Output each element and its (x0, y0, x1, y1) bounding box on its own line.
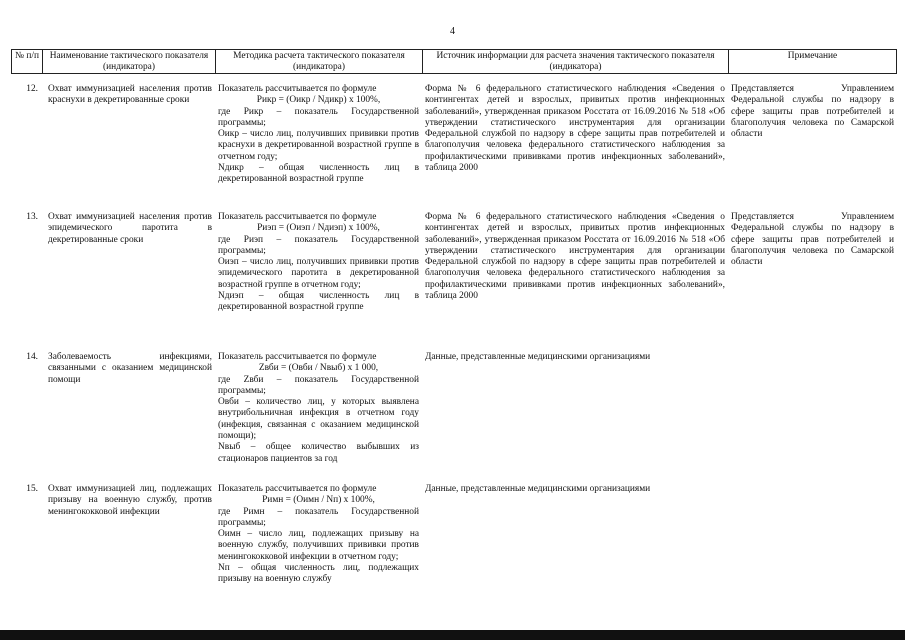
formula: Zвби = (Oвби / Nвыб) x 1 000, (258, 363, 379, 374)
header-name: Наименование тактического показателя (индикатора) (42, 49, 215, 74)
method-line: Nвыб – общее количество выбывших из стационаров пациентов за год (218, 442, 419, 464)
method-line: Nдикр – общая численность лиц в декретированной возрастной группе (218, 163, 419, 185)
indicator-name: Охват иммунизацией населения против краснухи в декретированные сроки (48, 84, 212, 106)
method-line: где Pиэп – показатель Государственной программы; (218, 234, 419, 256)
note: Представляется Управлением Федеральной службы по надзору в сфере защиты прав потребителей и благополучия человека по Самарской области (731, 212, 894, 268)
data-source: Данные, представленные медицинскими организациями (425, 484, 651, 494)
method-line: где Pикр – показатель Государственной программы; (218, 106, 419, 128)
header-method: Методика расчета тактического показателя (индикатора) (215, 49, 422, 74)
formula: Pиэп = (Oиэп / Nдиэп) x 100%, (257, 223, 380, 234)
method-line: Oиэп – число лиц, получивших прививки против эпидемического паротита в декретированной возрастной группе в отчетном году; (218, 257, 419, 290)
header-num: № п/п (11, 49, 42, 74)
formula: Pикр = (Oикр / Nдикр) x 100%, (256, 95, 381, 106)
table-row (11, 212, 897, 314)
method-intro: Показатель рассчитывается по формуле (218, 484, 377, 494)
method-line: где Zвби – показатель Государственной программы; (218, 374, 419, 396)
table-row (11, 484, 897, 586)
data-source: Форма № 6 федерального статистического наблюдения «Сведения о контингентах детей и взрослых, привитых против инфекционных заболеваний», утвержденная приказом Росстата от 16.09.2016 № 518 «Об утверждении статистического инструментария для организации Федеральной службой по надзору в сфере защиты прав потребителей и благополучия человека федерального статистического наблюдения за профилактическими прививками против инфекционных заболеваний», таблица 2000 (425, 212, 725, 302)
method-line: Nп – общая численность лиц, подлежащих призыву на военную службу (218, 563, 419, 585)
row-number: 13. (26, 212, 38, 222)
indicator-name: Охват иммунизацией лиц, подлежащих призыву на военную службу, против менингококковой инфекции (48, 484, 212, 517)
note: Представляется Управлением Федеральной службы по надзору в сфере защиты прав потребителей и благополучия человека по Самарской области (731, 84, 894, 140)
data-source: Форма № 6 федерального статистического наблюдения «Сведения о контингентах детей и взрослых, привитых против инфекционных заболеваний», утвержденная приказом Росстата от 16.09.2016 № 518 «Об утверждении статистического инструментария для организации Федеральной службой по надзору в сфере защиты прав потребителей и благополучия человека федерального статистического наблюдения за профилактическими прививками против инфекционных заболеваний», таблица 2000 (425, 84, 725, 174)
method-intro: Показатель рассчитывается по формуле (218, 84, 377, 94)
method-line: Oикр – число лиц, получивших прививки против краснухи в декретированной возрастной группе в отчетном году; (218, 129, 419, 162)
method-intro: Показатель рассчитывается по формуле (218, 212, 377, 222)
header-source: Источник информации для расчета значения тактического показателя (индикатора) (422, 49, 728, 74)
method-line: Nдиэп – общая численность лиц в декретированной возрастной группе (218, 291, 419, 313)
table-row (11, 84, 897, 186)
indicator-name: Заболеваемость инфекциями, связанными с оказанием медицинской помощи (48, 352, 212, 385)
note (728, 484, 897, 586)
table-header (11, 49, 897, 74)
methodology (215, 352, 422, 465)
methodology (215, 212, 422, 314)
indicator-name: Охват иммунизацией населения против эпидемического паротита в декретированные сроки (48, 212, 212, 245)
method-line: где Pимн – показатель Государственной программы; (218, 506, 419, 528)
table-row (11, 352, 897, 465)
row-number: 14. (26, 352, 38, 362)
methodology (215, 484, 422, 586)
method-line: Oвби – количество лиц, у которых выявлена внутрибольничная инфекция в отчетном году (инфекция, связанная с оказанием медицинской помощи); (218, 397, 419, 442)
method-intro: Показатель рассчитывается по формуле (218, 352, 377, 362)
row-number: 15. (26, 484, 38, 494)
methodology (215, 84, 422, 186)
row-number: 12. (26, 84, 38, 94)
note (728, 352, 897, 465)
data-source: Данные, представленные медицинскими организациями (425, 352, 651, 362)
header-note: Примечание (728, 49, 897, 74)
scan-edge-bar (0, 630, 905, 640)
method-line: Oимн – число лиц, подлежащих призыву на военную службу, получивших прививки против менингококковой инфекции в отчетном году; (218, 529, 419, 562)
formula: Pимн = (Oимн / Nп) x 100%, (262, 495, 375, 506)
page-number: 4 (450, 26, 455, 37)
